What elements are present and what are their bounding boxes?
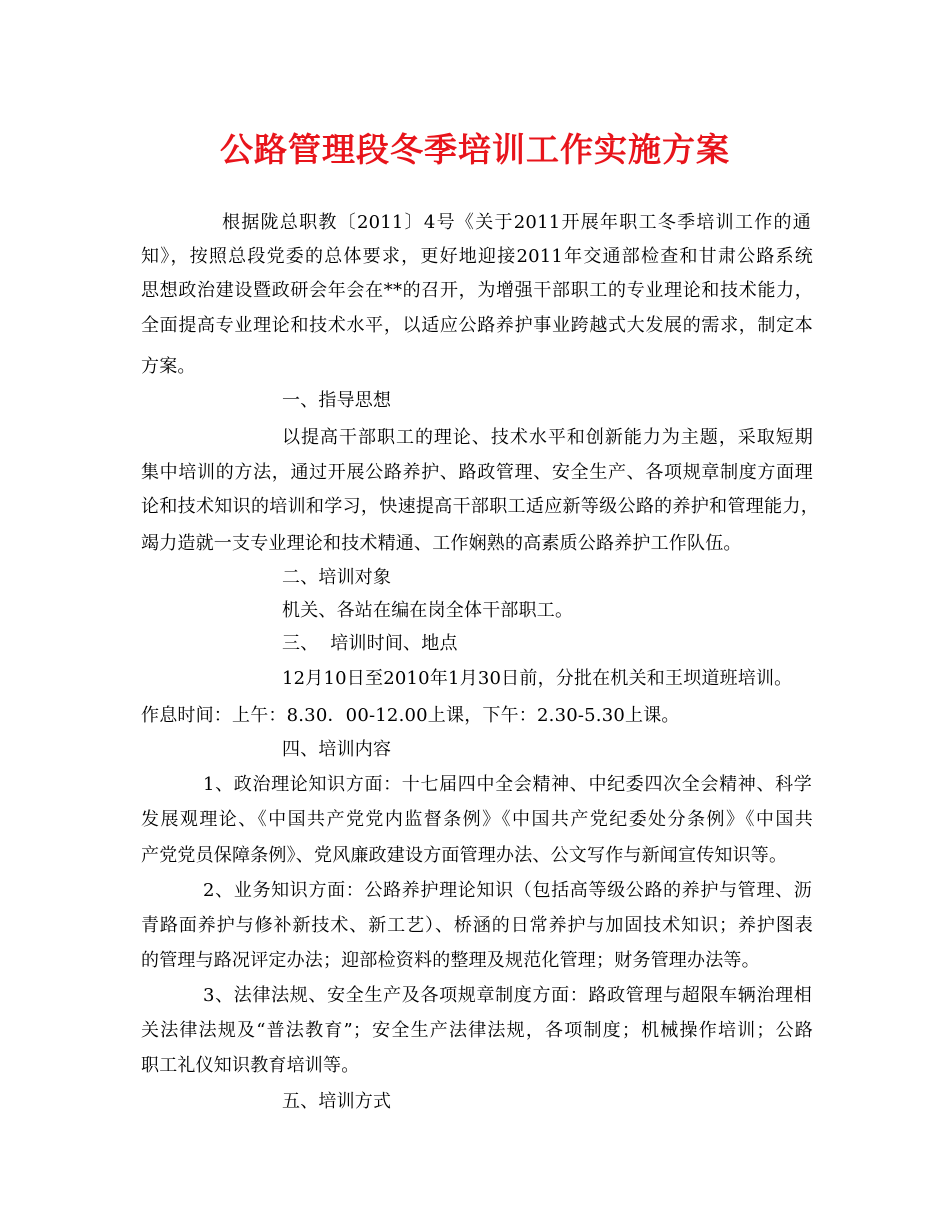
paragraph-line: 职工礼仪知识教育培训等。 <box>141 1055 360 1076</box>
paragraph-line: 全面提高专业理论和技术水平，以适应公路养护事业跨越式大发展的需求，制定本 <box>141 315 813 336</box>
section-heading: 二、培训对象 <box>282 567 392 588</box>
paragraph-line: 集中培训的方法，通过开展公路养护、路政管理、安全生产、各项规章制度方面理 <box>141 462 813 483</box>
paragraph-line: 方案。 <box>141 356 196 377</box>
paragraph-line: 作息时间：上午：8.30．00-12.00上课，下午：2.30-5.30上课。 <box>141 705 680 726</box>
section-heading: 四、培训内容 <box>282 739 392 760</box>
section-heading: 一、指导思想 <box>282 390 392 411</box>
paragraph-line: 的管理与路况评定办法；迎部检资料的整理及规范化管理；财务管理办法等。 <box>141 950 760 971</box>
paragraph-line: 机关、各站在编在岗全体干部职工。 <box>282 600 574 621</box>
paragraph-line: 产党党员保障条例》、党风廉政建设方面管理办法、公文写作与新闻宣传知识等。 <box>141 845 788 866</box>
paragraph-line: 2、业务知识方面：公路养护理论知识（包括高等级公路的养护与管理、沥 <box>203 880 812 901</box>
paragraph-line: 思想政治建设暨政研会年会在**的召开，为增强干部职工的专业理论和技术能力， <box>141 280 813 301</box>
paragraph-line: 3、法律法规、安全生产及各项规章制度方面：路政管理与超限车辆治理相 <box>203 985 812 1006</box>
paragraph-line: 1、政治理论知识方面：十七届四中全会精神、中纪委四次全会精神、科学 <box>203 774 812 795</box>
paragraph-line: 青路面养护与修补新技术、新工艺）、桥涵的日常养护与加固技术知识；养护图表 <box>141 915 813 936</box>
section-heading: 五、培训方式 <box>282 1091 392 1112</box>
paragraph-line: 关法律法规及“普法教育”；安全生产法律法规，各项制度；机械操作培训；公路 <box>141 1020 813 1041</box>
paragraph-line: 根据陇总职教〔2011〕4号《关于2011开展年职工冬季培训工作的通 <box>222 212 811 233</box>
paragraph-line: 知》，按照总段党委的总体要求，更好地迎接2011年交通部检查和甘肃公路系统 <box>141 246 813 267</box>
paragraph-line: 论和技术知识的培训和学习，快速提高干部职工适应新等级公路的养护和管理能力， <box>141 496 819 517</box>
paragraph-line: 竭力造就一支专业理论和技术精通、工作娴熟的高素质公路养护工作队伍。 <box>141 533 742 554</box>
paragraph-line: 以提高干部职工的理论、技术水平和创新能力为主题，采取短期 <box>282 427 813 448</box>
section-heading: 三、 培训时间、地点 <box>282 633 458 654</box>
paragraph-line: 12月10日至2010年1月30日前，分批在机关和王坝道班培训。 <box>282 668 793 689</box>
paragraph-line: 发展观理论、《中国共产党党内监督条例》《中国共产党纪委处分条例》《中国共 <box>141 809 813 830</box>
document-title: 公路管理段冬季培训工作实施方案 <box>220 130 730 169</box>
